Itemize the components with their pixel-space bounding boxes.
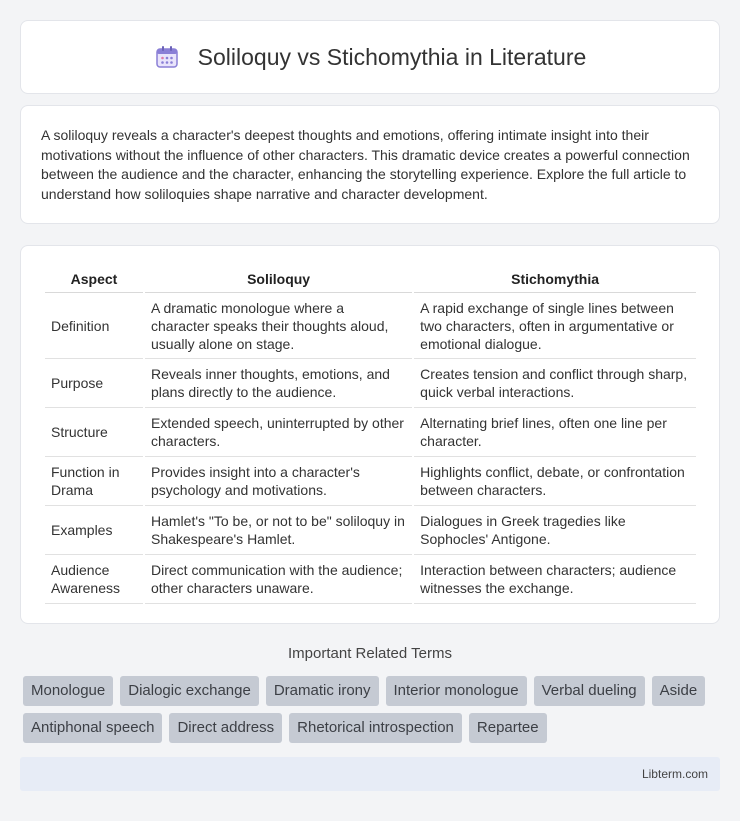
header-stichomythia: Stichomythia [414, 266, 696, 293]
header-soliloquy: Soliloquy [145, 266, 412, 293]
page-title: Soliloquy vs Stichomythia in Literature [197, 43, 587, 70]
comparison-card [20, 245, 720, 624]
table-header-row [45, 266, 696, 293]
comparison-table [43, 266, 698, 604]
table-row [45, 457, 696, 506]
row-soliloquy: Reveals inner thoughts, emotions, and plans directly to the audience. [145, 359, 412, 408]
row-stichomythia: Interaction between characters; audience witnesses the exchange. [414, 555, 696, 604]
row-aspect: Audience Awareness [45, 555, 143, 604]
tag-antiphonal-speech[interactable]: Antiphonal speech [23, 713, 162, 743]
tag-direct-address[interactable]: Direct address [169, 713, 282, 743]
row-stichomythia: Highlights conflict, debate, or confrontation between characters. [414, 457, 696, 506]
table-row [45, 555, 696, 604]
tag-dramatic-irony[interactable]: Dramatic irony [266, 676, 379, 706]
row-aspect: Examples [45, 506, 143, 555]
row-soliloquy: Extended speech, uninterrupted by other characters. [145, 408, 412, 457]
calendar-icon [154, 44, 180, 70]
header-aspect: Aspect [45, 266, 143, 293]
tag-rhetorical-introspection[interactable]: Rhetorical introspection [289, 713, 462, 743]
tag-dialogic-exchange[interactable]: Dialogic exchange [120, 676, 259, 706]
table-row [45, 506, 696, 555]
footer [20, 757, 720, 791]
related-terms-list [23, 676, 723, 743]
intro-card [20, 105, 720, 224]
footer-site-link[interactable]: Libterm.com [641, 767, 708, 781]
row-aspect: Purpose [45, 359, 143, 408]
table-row [45, 408, 696, 457]
table-row [45, 293, 696, 359]
table-row [45, 359, 696, 408]
row-stichomythia: Creates tension and conflict through sharp, quick verbal interactions. [414, 359, 696, 408]
row-aspect: Definition [45, 293, 143, 359]
title-card [20, 20, 720, 94]
row-stichomythia: A rapid exchange of single lines between two characters, often in argumentative or emotional dialogue. [414, 293, 696, 359]
tag-aside[interactable]: Aside [652, 676, 706, 706]
related-terms-title: Important Related Terms [288, 645, 452, 662]
row-stichomythia: Dialogues in Greek tragedies like Sophocles' Antigone. [414, 506, 696, 555]
row-soliloquy: A dramatic monologue where a character speaks their thoughts aloud, usually alone on stage. [145, 293, 412, 359]
intro-text: A soliloquy reveals a character's deepest thoughts and emotions, offering intimate insight into their motivations without the influence of other characters. This dramatic device creates a powerful connection between the audience and the character, enhancing the storytelling experience. Explore the full article to understand how soliloquies shape narrative and character development. [41, 127, 690, 202]
row-soliloquy: Direct communication with the audience; other characters unaware. [145, 555, 412, 604]
row-aspect: Function in Drama [45, 457, 143, 506]
tag-repartee[interactable]: Repartee [469, 713, 547, 743]
tag-monologue[interactable]: Monologue [23, 676, 113, 706]
tag-verbal-dueling[interactable]: Verbal dueling [534, 676, 645, 706]
row-soliloquy: Provides insight into a character's psychology and motivations. [145, 457, 412, 506]
row-aspect: Structure [45, 408, 143, 457]
tag-interior-monologue[interactable]: Interior monologue [386, 676, 527, 706]
row-stichomythia: Alternating brief lines, often one line per character. [414, 408, 696, 457]
row-soliloquy: Hamlet's "To be, or not to be" soliloquy in Shakespeare's Hamlet. [145, 506, 412, 555]
